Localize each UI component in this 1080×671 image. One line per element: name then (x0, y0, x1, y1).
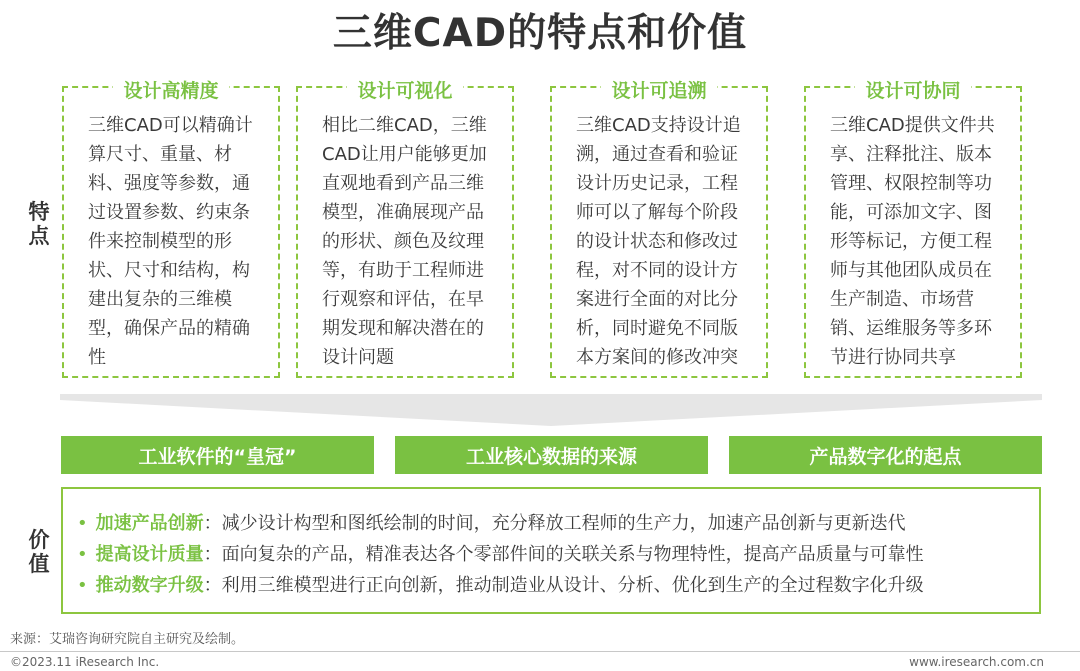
feature-text: 相比二维CAD，三维CAD让用户能够更加直观地看到产品三维模型，准确展现产品的形状、颜色及纹理等，有助于工程师进行观察和评估，在早期发现和解决潜在的设计问题 (322, 115, 487, 368)
list-item-head: 提高设计质量 (95, 544, 204, 565)
list-item (77, 509, 906, 539)
list-item-head: 加速产品创新 (95, 513, 204, 534)
page-title: 三维CAD的特点和价值 (332, 11, 748, 56)
list-item-text: ：减少设计构型和图纸绘制的时间，充分释放工程师的生产力，加速产品创新与更新迭代 (203, 513, 906, 534)
feature-heading: 设计可追溯 (601, 76, 716, 103)
feature-text: 三维CAD支持设计追溯，通过查看和验证设计历史记录，工程师可以了解每个阶段的设计状态和修改过程，对不同的设计方案进行全面的对比分析，同时避免不同版本方案间的修改冲突 (576, 115, 741, 368)
features-side-label: 特点 (28, 200, 50, 248)
list-item (77, 571, 924, 601)
footer-divider (0, 651, 1080, 652)
feature-box-collaboration (804, 80, 1022, 378)
bullet-icon: • (77, 513, 88, 534)
list-item-text: ：利用三维模型进行正向创新，推动制造业从设计、分析、优化到生产的全过程数字化升级 (203, 575, 924, 596)
copyright: ©2023.11 iResearch Inc. (10, 655, 160, 669)
value-box-crown: 工业软件的“皇冠” (61, 436, 374, 474)
down-arrow-icon (60, 394, 1042, 428)
source-note: 来源：艾瑞咨询研究院自主研究及绘制。 (10, 632, 245, 647)
feature-heading: 设计可协同 (855, 76, 970, 103)
list-item (77, 540, 924, 570)
value-box-core-data: 工业核心数据的来源 (395, 436, 708, 474)
feature-heading: 设计可视化 (347, 76, 462, 103)
bullet-icon: • (77, 544, 88, 565)
feature-heading: 设计高精度 (113, 76, 228, 103)
list-item-head: 推动数字升级 (95, 575, 204, 596)
values-side-label: 价值 (28, 528, 50, 576)
feature-box-traceability (550, 80, 768, 378)
website-link[interactable]: www.iresearch.com.cn (909, 655, 1044, 669)
feature-text: 三维CAD提供文件共享、注释批注、版本管理、权限控制等功能，可添加文字、图形等标记，方便工程师与其他团队成员在生产制造、市场营销、运维服务等多环节进行协同共享 (830, 115, 995, 368)
value-list (61, 487, 1041, 614)
list-item-text: ：面向复杂的产品，精准表达各个零部件间的关联关系与物理特性，提高产品质量与可靠性 (203, 544, 924, 565)
value-box-digital-start: 产品数字化的起点 (729, 436, 1042, 474)
feature-box-visualization (296, 80, 514, 378)
feature-text: 三维CAD可以精确计算尺寸、重量、材料、强度等参数，通过设置参数、约束条件来控制模型的形状、尺寸和结构，构建出复杂的三维模型，确保产品的精确性 (88, 115, 253, 368)
feature-box-precision (62, 80, 280, 378)
bullet-icon: • (77, 575, 88, 596)
